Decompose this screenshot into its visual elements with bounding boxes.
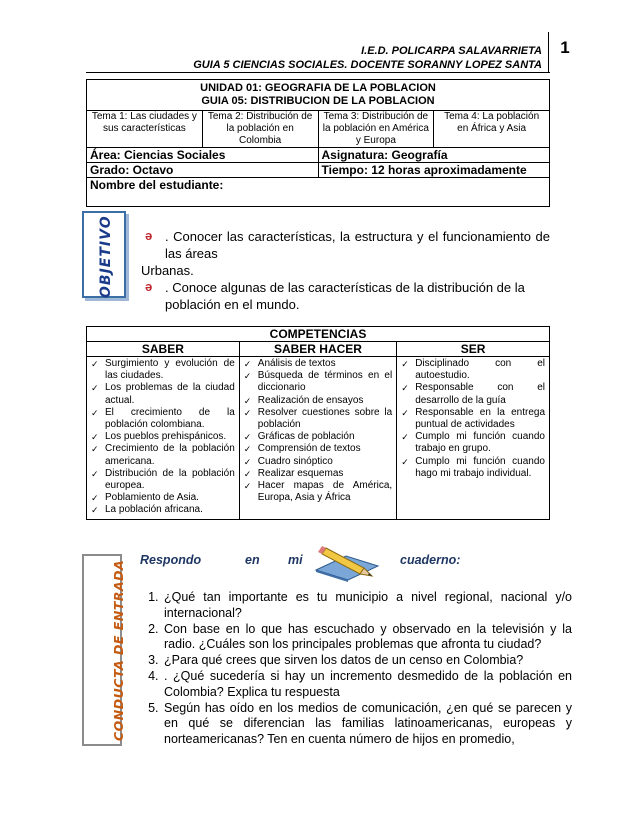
list-item: ✓ Hacer mapas de América, Europa, Asia y África xyxy=(243,480,393,504)
page-number-divider xyxy=(548,32,549,72)
list-item: ✓ Realización de ensayos xyxy=(243,394,364,406)
list-item: ✓ La población africana. xyxy=(91,504,203,516)
check-icon: ✓ xyxy=(243,395,252,406)
ser-column xyxy=(397,357,550,520)
saber-header: SABER xyxy=(87,342,240,357)
objetivo-label: OBJETIVO xyxy=(98,215,114,298)
competencias-table xyxy=(86,326,550,520)
unit-title: UNIDAD 01: GEOGRAFIA DE LA POBLACION xyxy=(200,82,436,94)
check-icon: ✓ xyxy=(401,432,409,443)
swirl-bullet-icon: ǝ xyxy=(145,228,153,243)
saber-hacer-column xyxy=(239,357,396,520)
check-icon: ✓ xyxy=(243,432,252,443)
swirl-bullet-icon: ǝ xyxy=(145,279,153,294)
check-icon: ✓ xyxy=(91,505,99,516)
list-item: ✓ Cumplo mi función cuando trabajo en grupo. xyxy=(401,431,545,455)
list-item: ✓ Responsable con el desarrollo de la guía xyxy=(401,382,545,406)
conducta-questions xyxy=(140,590,572,748)
pencil-notebook-icon xyxy=(312,542,382,582)
list-item: ✓ Disciplinado con el autoestudio. xyxy=(401,358,545,382)
list-item: ✓ Distribución de la población europea. xyxy=(91,467,235,492)
student-name-field[interactable]: Nombre del estudiante: xyxy=(87,178,550,207)
check-icon: ✓ xyxy=(91,407,99,418)
list-item: ✓ Comprensión de textos xyxy=(243,443,361,455)
tema-2: Tema 2: Distribución de la población en Colombia xyxy=(202,111,318,148)
check-icon: ✓ xyxy=(243,444,252,455)
check-icon: ✓ xyxy=(401,407,409,418)
check-icon: ✓ xyxy=(243,468,252,479)
saber-hacer-list xyxy=(240,357,396,506)
objetivo-item-1: . Conocer las características, la estructura y el funcionamiento de las áreas xyxy=(165,229,550,261)
list-item: ✓ Análisis de textos xyxy=(243,358,336,369)
respondo-word-4: cuaderno: xyxy=(400,553,461,567)
guide-teacher-line: GUIA 5 CIENCIAS SOCIALES. DOCENTE SORANNY LOPEZ SANTA xyxy=(193,59,542,71)
list-item: ✓ Responsable en la entrega puntual de actividades xyxy=(401,406,545,431)
question-item: 1. ¿Qué tan importante es tu municipio a nivel regional, nacional y/o internacional? xyxy=(162,590,572,622)
respondo-word-2: en xyxy=(245,553,260,567)
saber-hacer-header: SABER HACER xyxy=(239,342,396,357)
list-item: ✓ Gráficas de población xyxy=(243,431,355,443)
check-icon: ✓ xyxy=(91,468,99,479)
ser-list xyxy=(397,357,549,482)
competencias-title: COMPETENCIAS xyxy=(87,327,550,342)
objetivo-content xyxy=(141,228,550,312)
list-item: ✓ Cumplo mi función cuando hago mi trabajo individual. xyxy=(401,455,545,479)
check-icon: ✓ xyxy=(91,359,99,369)
ser-header: SER xyxy=(397,342,550,357)
info-table xyxy=(86,79,550,207)
question-item: 4. . ¿Qué sucedería si hay un incremento desmedido de la población en Colombia? Explica tu respuesta xyxy=(162,669,572,701)
check-icon: ✓ xyxy=(243,371,252,382)
tema-1: Tema 1: Las ciudades y sus características xyxy=(87,111,203,148)
list-item: ✓ Poblamiento de Asia. xyxy=(91,492,199,504)
tiempo-label: Tiempo: 12 horas aproximadamente xyxy=(318,163,550,178)
page-number: 1 xyxy=(560,38,570,57)
check-icon: ✓ xyxy=(243,481,252,492)
list-item: ✓ Los pueblos prehispánicos. xyxy=(91,431,227,443)
guide-title: GUIA 05: DISTRIBUCION DE LA POBLACION xyxy=(201,95,435,107)
area-label: Área: Ciencias Sociales xyxy=(87,148,319,163)
list-item: ✓ Cuadro sinóptico xyxy=(243,455,333,467)
check-icon: ✓ xyxy=(91,493,99,504)
list-item: ✓ Resolver cuestiones sobre la población xyxy=(243,406,393,431)
header-rule xyxy=(86,72,550,73)
question-item: 5. Según has oído en los medios de comunicación, ¿en qué se parecen y en qué se diferencian las familias latinoamericanas, europeas y norteamericanas? Ten en cuenta número de hijos en promedio, xyxy=(162,701,572,748)
check-icon: ✓ xyxy=(401,359,409,369)
check-icon: ✓ xyxy=(91,432,99,443)
list-item: ✓ Búsqueda de términos en el diccionario xyxy=(243,370,393,394)
list-item: ✓ Los problemas de la ciudad actual. xyxy=(91,382,235,406)
saber-list xyxy=(87,357,239,519)
conducta-label: CONDUCTA DE ENTRADA xyxy=(111,559,126,741)
list-item: ✓ El crecimiento de la población colombiana. xyxy=(91,406,235,431)
check-icon: ✓ xyxy=(243,359,252,369)
check-icon: ✓ xyxy=(243,456,252,467)
check-icon: ✓ xyxy=(401,456,409,467)
question-item: 3. ¿Para qué crees que sirven los datos de un censo en Colombia? xyxy=(162,653,572,669)
check-icon: ✓ xyxy=(243,407,252,418)
question-item: 2. Con base en lo que has escuchado y observado en la televisión y la radio. ¿Cuáles son los principales problemas que afronta tu ciudad? xyxy=(162,622,572,654)
respondo-word-3: mi xyxy=(288,553,303,567)
check-icon: ✓ xyxy=(401,383,409,394)
objetivo-item-2: . Conoce algunas de las características de la distribución de la población en el mundo. xyxy=(165,280,525,312)
list-item: ✓ Realizar esquemas xyxy=(243,467,344,479)
unit-title-cell xyxy=(87,80,550,111)
asignatura-label: Asignatura: Geografía xyxy=(318,148,550,163)
check-icon: ✓ xyxy=(91,383,99,394)
grado-label: Grado: Octavo xyxy=(87,163,319,178)
tema-3: Tema 3: Distribución de la población en América y Europa xyxy=(318,111,434,148)
tema-4: Tema 4: La población en África y Asia xyxy=(434,111,550,148)
check-icon: ✓ xyxy=(91,444,99,455)
objetivo-continuation: Urbanas. xyxy=(141,263,194,278)
saber-column xyxy=(87,357,240,520)
school-name: I.E.D. POLICARPA SALAVARRIETA xyxy=(361,45,542,57)
list-item: ✓ Surgimiento y evolución de las ciudades. xyxy=(91,358,235,382)
respondo-word-1: Respondo xyxy=(140,553,202,567)
list-item: ✓ Crecimiento de la población americana. xyxy=(91,443,235,467)
